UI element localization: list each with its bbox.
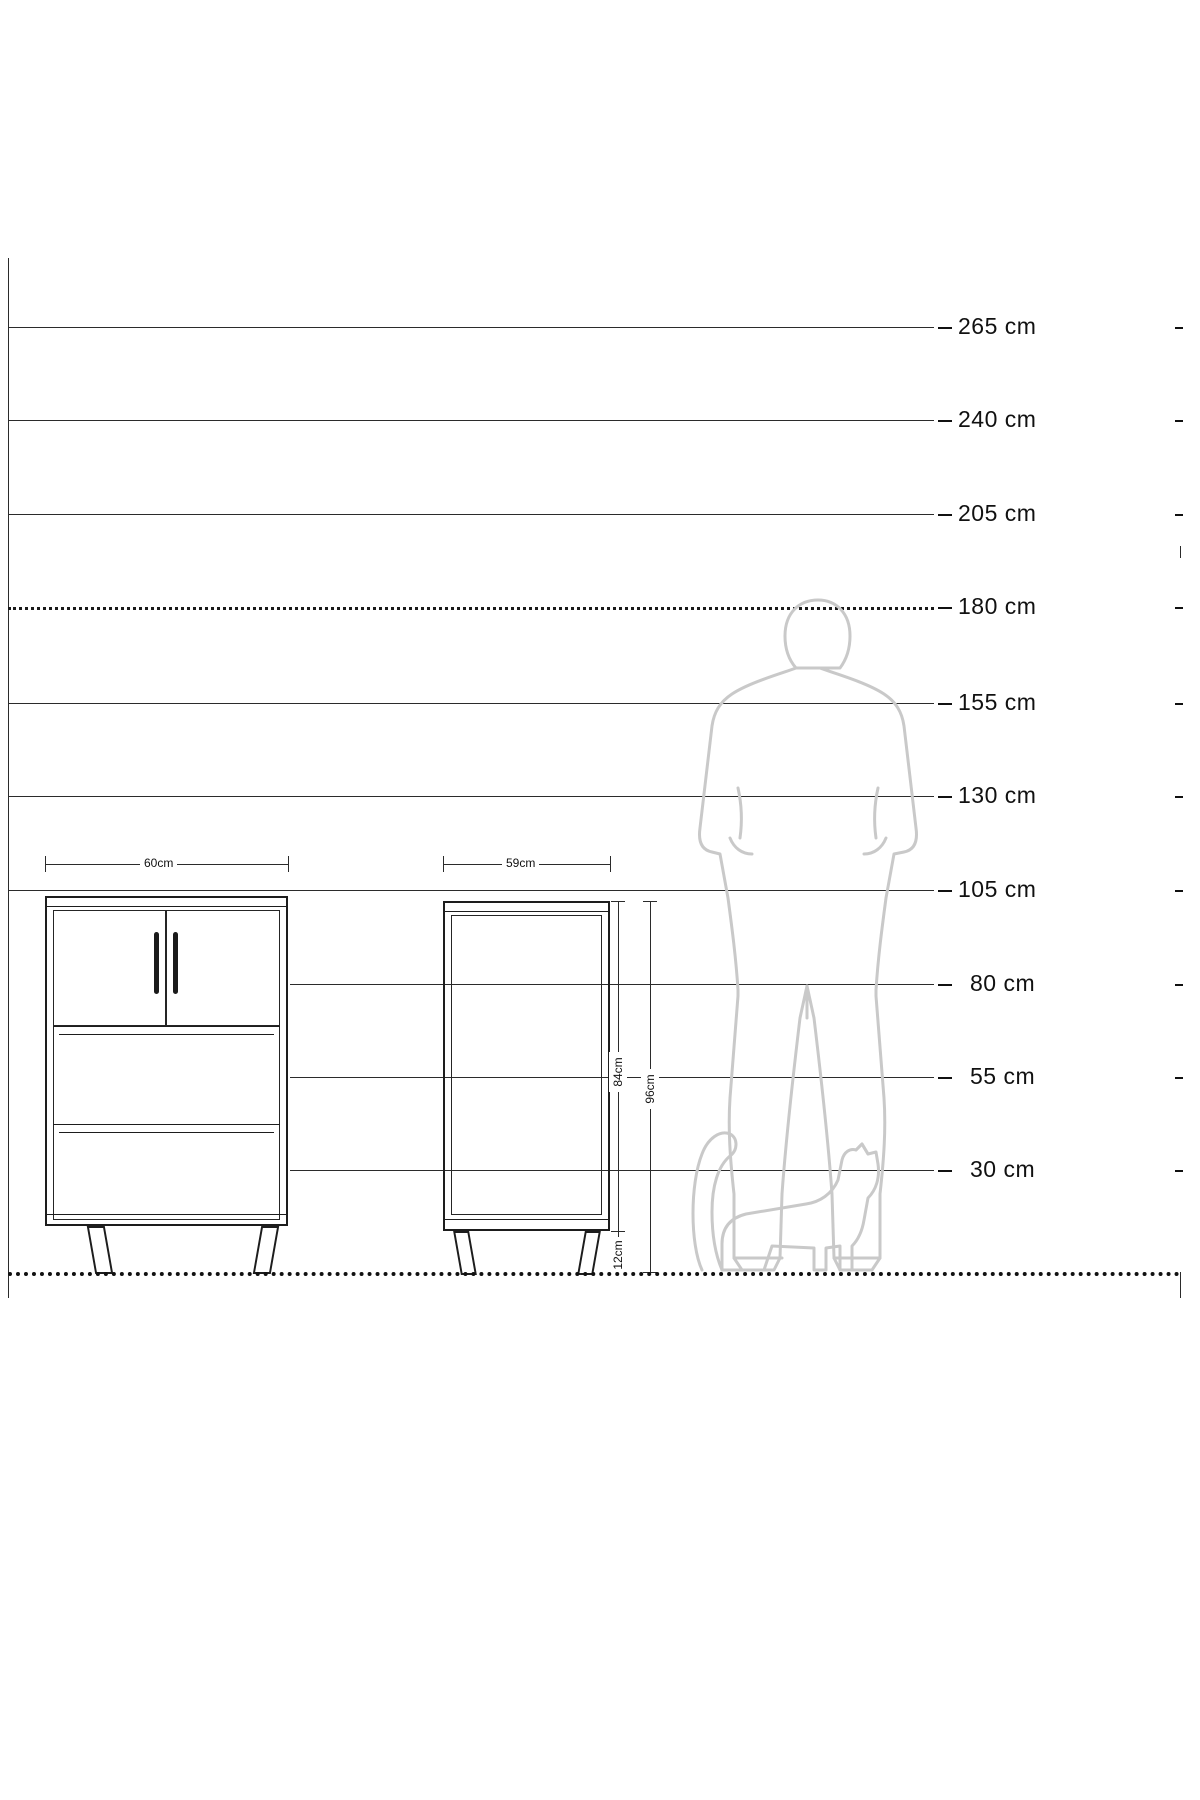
scale-label-105: 105 cm: [958, 876, 1037, 902]
sideboard-top-panel: [45, 906, 288, 907]
sideboard-shelf-divider-2: [53, 1124, 280, 1125]
tall-cabinet-bottom-panel: [443, 1219, 610, 1220]
scale-label-205: 205 cm: [958, 500, 1037, 526]
tall-cabinet-top-panel: [443, 911, 610, 912]
scale-label-155: 155 cm: [958, 689, 1037, 715]
sideboard-width-label: 60cm: [140, 856, 177, 870]
tick-right-80: [1175, 984, 1183, 986]
tick-right-240: [1175, 420, 1183, 422]
tick-130: [938, 796, 952, 798]
floor-line: [8, 1272, 1180, 1276]
tall-cabinet-door[interactable]: [451, 915, 602, 1215]
tick-right-205: [1175, 514, 1183, 516]
axis-right-bottom-tick: [1180, 1272, 1181, 1298]
tick-265: [938, 327, 952, 329]
tall-cabinet: [443, 901, 610, 1233]
tick-right-130: [1175, 796, 1183, 798]
tick-205: [938, 514, 952, 516]
tick-80: [938, 984, 952, 986]
tick-105: [938, 890, 952, 892]
tick-30: [938, 1170, 952, 1172]
tick-right-155: [1175, 703, 1183, 705]
axis-right-upper-tick: [1180, 546, 1181, 558]
sideboard-leg-right: [253, 1226, 279, 1274]
tick-155: [938, 703, 952, 705]
sideboard-shelf-inner-1: [59, 1034, 274, 1035]
cabinet-total-height-label: 96cm: [641, 1069, 659, 1109]
cabinet-body-height-cap-top: [611, 901, 625, 902]
gridline-265: [8, 327, 934, 328]
sideboard-shelf-inner-2: [59, 1132, 274, 1133]
cabinet-leg-height-label: 12cm: [609, 1237, 627, 1273]
sideboard-width-dim-cap-left: [45, 856, 46, 872]
sideboard-shelf-divider-1: [53, 1026, 280, 1027]
tick-right-55: [1175, 1077, 1183, 1079]
tick-right-30: [1175, 1170, 1183, 1172]
scale-label-55: 55 cm: [970, 1063, 1036, 1089]
scale-label-265: 265 cm: [958, 313, 1037, 339]
sideboard-cabinet: [45, 896, 288, 1228]
tick-right-105: [1175, 890, 1183, 892]
sideboard-leg-left: [87, 1226, 113, 1274]
tall-cabinet-width-dim-cap-left: [443, 856, 444, 872]
scale-label-240: 240 cm: [958, 406, 1037, 432]
gridline-205: [8, 514, 934, 515]
tick-55: [938, 1077, 952, 1079]
scale-label-30: 30 cm: [970, 1156, 1036, 1182]
gridline-240: [8, 420, 934, 421]
sideboard-bottom-panel: [45, 1214, 288, 1215]
tall-cabinet-leg-left: [453, 1231, 477, 1275]
tall-cabinet-width-dim-cap-right: [610, 856, 611, 872]
tick-right-180: [1175, 607, 1183, 609]
sideboard-handle-left[interactable]: [154, 932, 159, 994]
tick-180: [938, 607, 952, 609]
tick-240: [938, 420, 952, 422]
tall-cabinet-leg-right: [577, 1231, 601, 1275]
cabinet-body-height-label: 84cm: [609, 1052, 627, 1092]
scale-label-80: 80 cm: [970, 970, 1036, 996]
scale-label-130: 130 cm: [958, 782, 1037, 808]
sideboard-door-right[interactable]: [166, 910, 280, 1026]
cat-silhouette: [686, 1124, 896, 1276]
cabinet-total-height-cap-top: [643, 901, 657, 902]
vertical-axis: [8, 258, 9, 1298]
tall-cabinet-width-label: 59cm: [502, 856, 539, 870]
sideboard-handle-right[interactable]: [173, 932, 178, 994]
tick-right-265: [1175, 327, 1183, 329]
sideboard-door-left[interactable]: [53, 910, 166, 1026]
scale-label-180: 180 cm: [958, 593, 1037, 619]
sideboard-width-dim-cap-right: [288, 856, 289, 872]
